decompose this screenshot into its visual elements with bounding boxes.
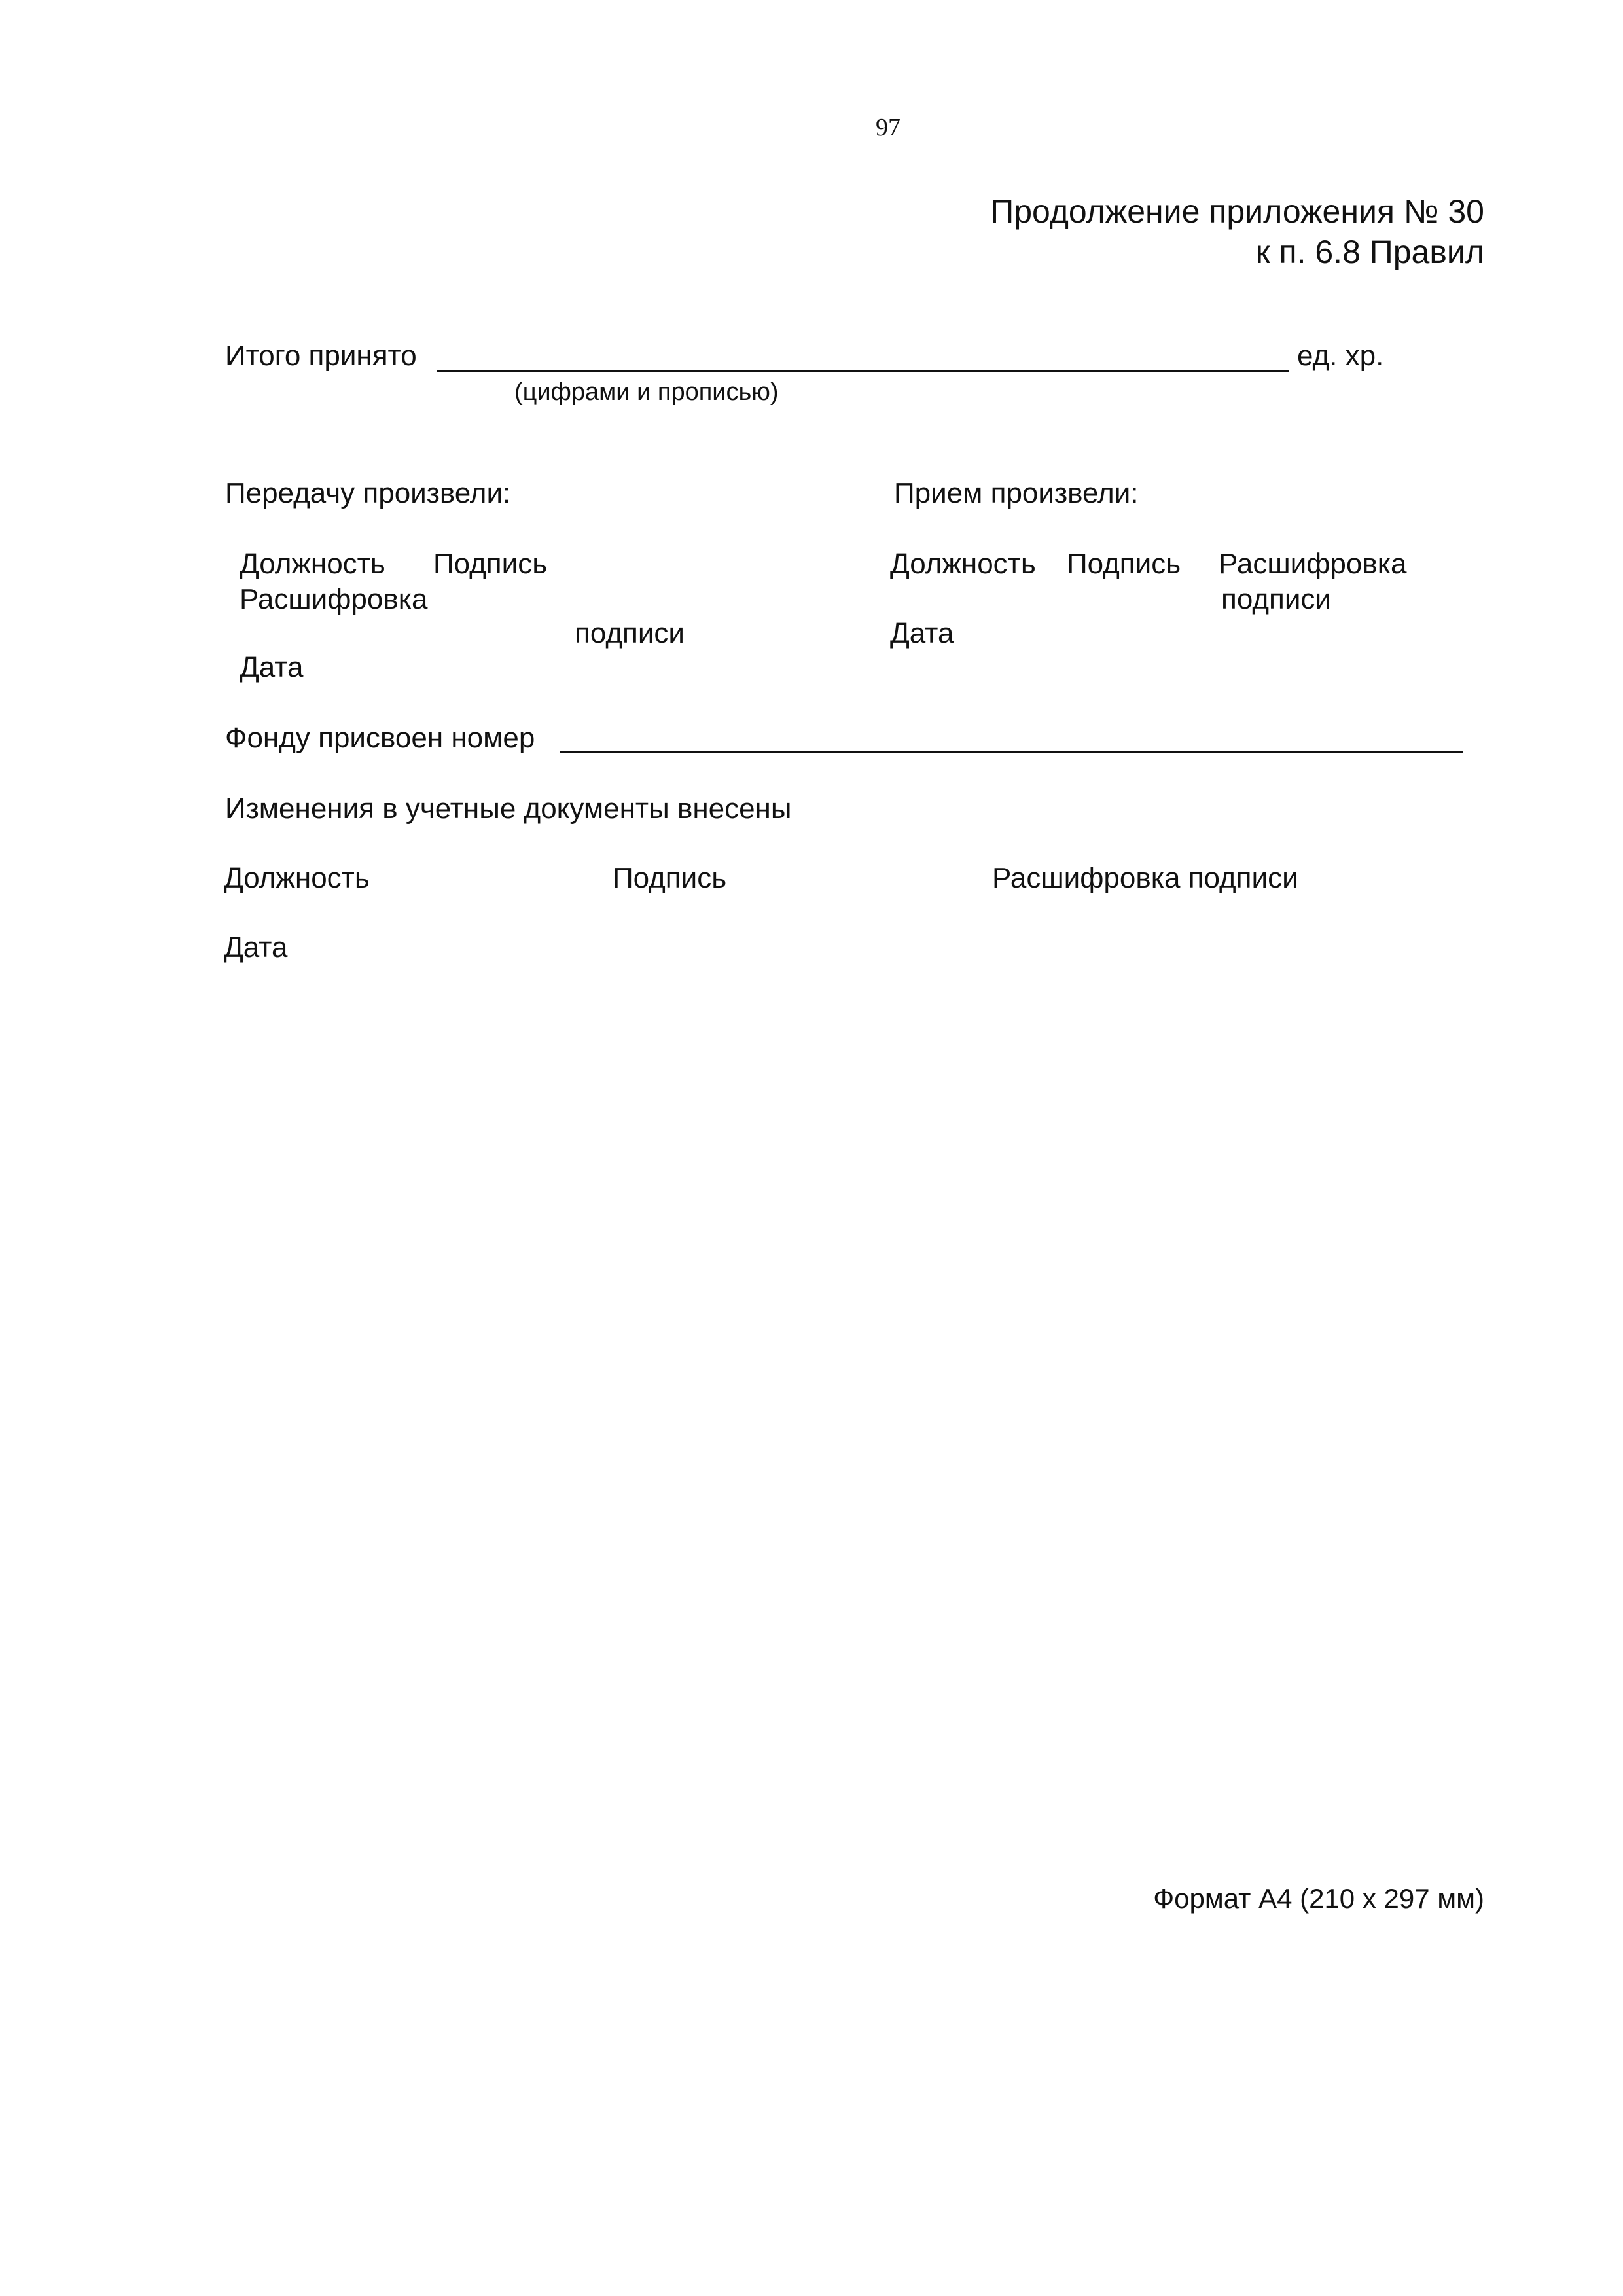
reception-decoding: Расшифровка	[1219, 548, 1407, 580]
changes-title: Изменения в учетные документы внесены	[225, 793, 792, 825]
transfer-date: Дата	[240, 651, 304, 683]
reception-signature: Подпись	[1067, 548, 1181, 580]
transfer-decoding: Расшифровка	[240, 583, 428, 615]
reception-position: Должность	[890, 548, 1036, 580]
transfer-title: Передачу произвели:	[225, 477, 511, 509]
total-label: Итого принято	[225, 340, 417, 372]
total-unit: ед. хр.	[1297, 340, 1384, 372]
reception-decoding-cont: подписи	[1221, 583, 1331, 615]
reception-date: Дата	[890, 617, 954, 649]
changes-signature: Подпись	[613, 862, 727, 894]
transfer-position: Должность	[240, 548, 385, 580]
format-note: Формат А4 (210 х 297 мм)	[1153, 1883, 1484, 1914]
total-hint: (цифрами и прописью)	[514, 378, 779, 406]
transfer-decoding-cont: подписи	[575, 617, 685, 649]
page-number: 97	[876, 114, 901, 141]
appendix-title: Продолжение приложения № 30	[990, 193, 1484, 230]
changes-decoding: Расшифровка подписи	[992, 862, 1298, 894]
total-fill-line	[437, 370, 1289, 372]
transfer-signature: Подпись	[433, 548, 548, 580]
reception-title: Прием произвели:	[894, 477, 1139, 509]
changes-date: Дата	[224, 931, 288, 963]
appendix-header	[990, 191, 1484, 272]
fund-number-fill-line	[560, 751, 1463, 753]
fund-number-label: Фонду присвоен номер	[225, 722, 535, 754]
appendix-reference: к п. 6.8 Правил	[1255, 234, 1484, 270]
changes-position: Должность	[224, 862, 370, 894]
